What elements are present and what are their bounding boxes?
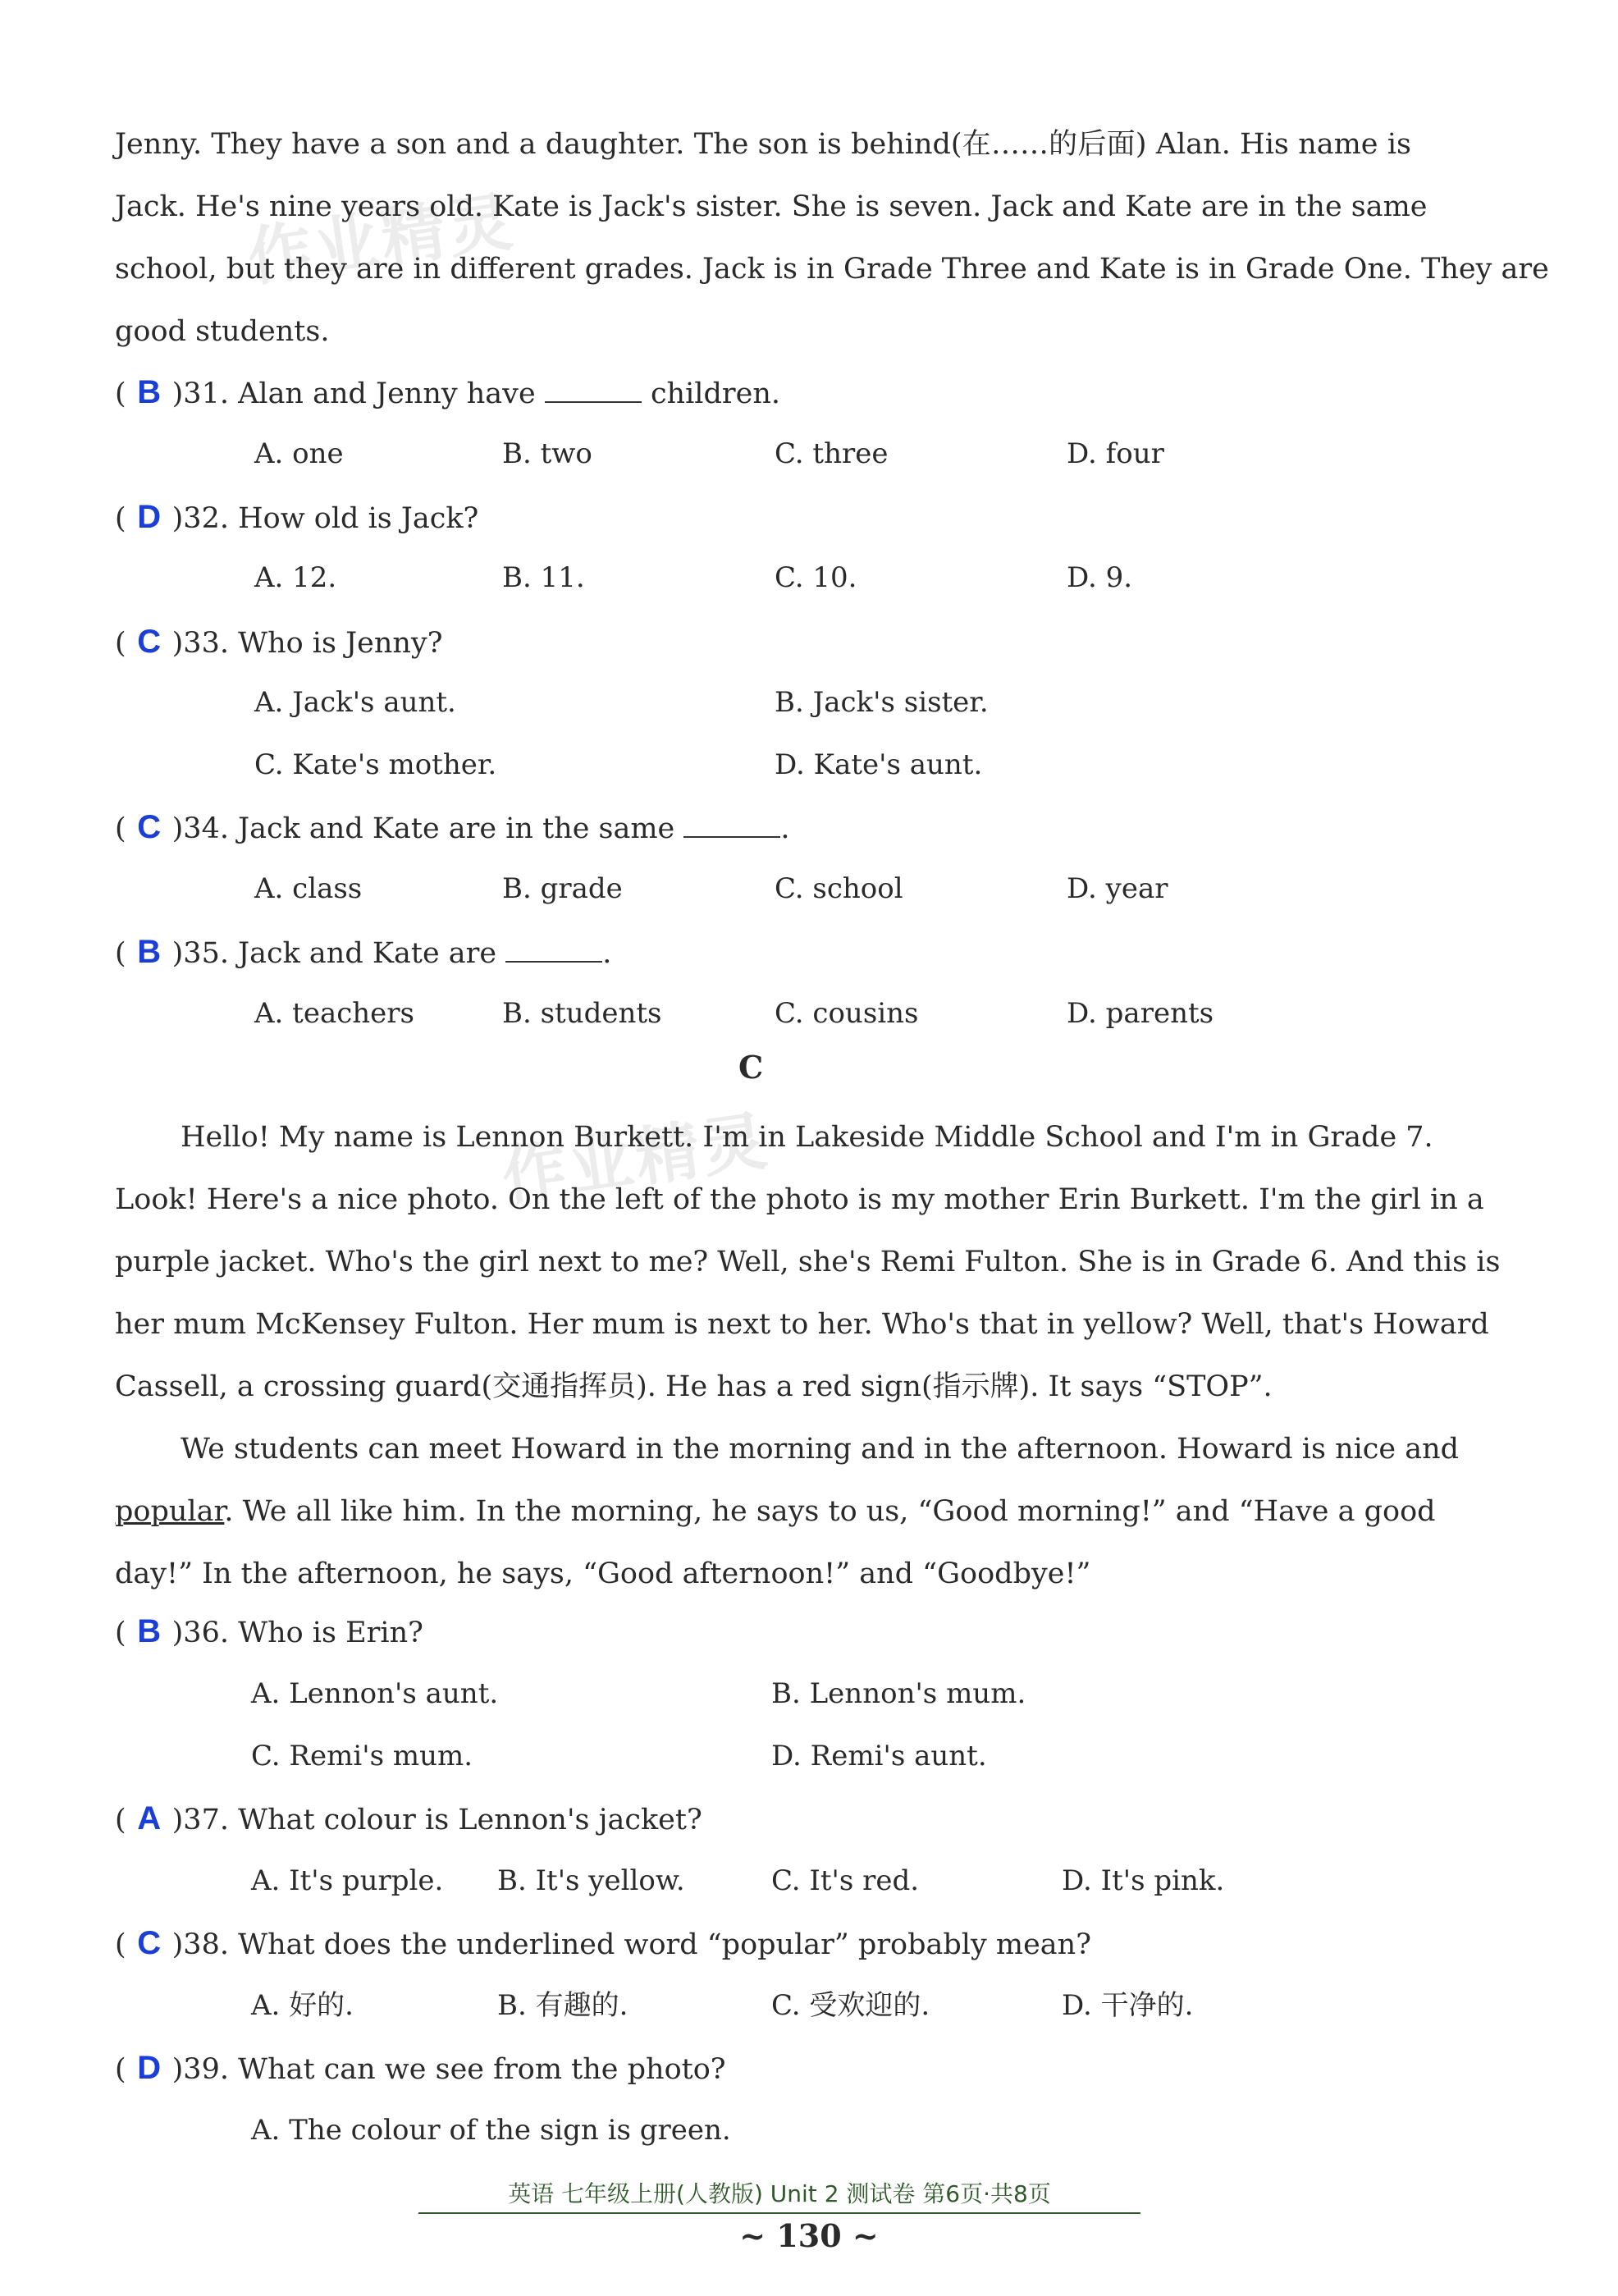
question-text: )35. Jack and Kate are bbox=[171, 937, 497, 970]
paren: ( bbox=[115, 377, 126, 410]
text-line: Cassell, a crossing guard(交通指挥员). He has a red sign(指示牌). It says “STOP”. bbox=[115, 1370, 1273, 1403]
text-line: Jack. He's nine years old. Kate is Jack's sister. She is seven. Jack and Kate are in the same bbox=[115, 190, 1428, 223]
page-number: ~ 130 ~ bbox=[739, 2217, 879, 2254]
option: D. four bbox=[1067, 437, 1164, 470]
answer-mark: A bbox=[137, 1800, 162, 1836]
option: A. Jack's aunt. bbox=[254, 686, 456, 719]
option: D. It's pink. bbox=[1062, 1864, 1225, 1897]
option: B. 11. bbox=[502, 561, 585, 594]
option: A. Lennon's aunt. bbox=[251, 1677, 499, 1710]
question-text-end: . bbox=[602, 937, 612, 970]
option: A. The colour of the sign is green. bbox=[251, 2114, 731, 2147]
paren: ( bbox=[115, 627, 126, 660]
question-37 bbox=[115, 1794, 702, 1843]
question-text: )36. Who is Erin? bbox=[171, 1617, 423, 1649]
question-text: )39. What can we see from the photo? bbox=[171, 2053, 726, 2086]
underlined-word: popular bbox=[115, 1495, 225, 1528]
option: B. two bbox=[502, 437, 592, 470]
paren: ( bbox=[115, 502, 126, 535]
answer-blank bbox=[505, 936, 602, 963]
answer-blank bbox=[545, 377, 642, 403]
option: D. Kate's aunt. bbox=[775, 748, 983, 781]
question-text: )31. Alan and Jenny have bbox=[171, 377, 536, 410]
text-line-rest: . We all like him. In the morning, he says to us, “Good morning!” and “Have a good bbox=[224, 1495, 1436, 1528]
text-line: her mum McKensey Fulton. Her mum is next to her. Who's that in yellow? Well, that's Howard bbox=[115, 1308, 1489, 1341]
question-text: )38. What does the underlined word “popular” probably mean? bbox=[171, 1928, 1091, 1961]
paren: ( bbox=[115, 1928, 126, 1961]
question-text: )34. Jack and Kate are in the same bbox=[171, 812, 675, 845]
answer-mark: D bbox=[137, 499, 162, 535]
option: B. It's yellow. bbox=[497, 1864, 685, 1897]
paren: ( bbox=[115, 1617, 126, 1649]
question-32 bbox=[115, 492, 478, 542]
option: D. Remi's aunt. bbox=[771, 1740, 987, 1772]
option: C. three bbox=[775, 437, 889, 470]
option: A. 12. bbox=[254, 561, 337, 594]
option: C. 10. bbox=[775, 561, 857, 594]
paren: ( bbox=[115, 937, 126, 970]
watermark: 作业精灵 bbox=[497, 1104, 775, 1215]
text-line: We students can meet Howard in the morning and in the afternoon. Howard is nice and bbox=[181, 1433, 1460, 1466]
text-line: good students. bbox=[115, 315, 330, 348]
answer-mark: C bbox=[137, 624, 162, 660]
paren: ( bbox=[115, 812, 126, 845]
option: C. Kate's mother. bbox=[254, 748, 497, 781]
answer-mark: B bbox=[137, 374, 162, 410]
option: C. cousins bbox=[775, 997, 919, 1030]
option: B. Lennon's mum. bbox=[771, 1677, 1026, 1710]
answer-blank bbox=[683, 812, 780, 838]
question-36 bbox=[115, 1607, 423, 1656]
question-31 bbox=[115, 368, 780, 417]
option: A. It's purple. bbox=[251, 1864, 444, 1897]
question-39 bbox=[115, 2043, 726, 2092]
page-footer: 英语 七年级上册(人教版) Unit 2 测试卷 第6页·共8页 bbox=[418, 2176, 1140, 2214]
paren: ( bbox=[115, 1804, 126, 1836]
option: A. one bbox=[254, 437, 344, 470]
text-line bbox=[115, 1480, 1436, 1543]
question-38 bbox=[115, 1919, 1091, 1968]
option: D. 9. bbox=[1067, 561, 1133, 594]
option: C. 受欢迎的. bbox=[771, 1989, 930, 2022]
option: B. Jack's sister. bbox=[775, 686, 989, 719]
text-line: purple jacket. Who's the girl next to me? Well, she's Remi Fulton. She is in Grade 6. And this is bbox=[115, 1246, 1501, 1278]
question-text: )32. How old is Jack? bbox=[171, 502, 479, 535]
option: B. grade bbox=[502, 872, 623, 905]
passage-c-paragraph-2 bbox=[115, 1418, 1460, 1605]
question-33 bbox=[115, 617, 442, 666]
passage-c-paragraph-1 bbox=[115, 1106, 1501, 1418]
section-heading: C bbox=[738, 1049, 764, 1086]
text-line: day!” In the afternoon, he says, “Good afternoon!” and “Goodbye!” bbox=[115, 1557, 1091, 1590]
text-line: Jenny. They have a son and a daughter. The son is behind(在……的后面) Alan. His name is bbox=[115, 128, 1411, 161]
answer-mark: D bbox=[137, 2050, 162, 2086]
option: B. students bbox=[502, 997, 662, 1030]
watermark: 作业精灵 bbox=[243, 185, 520, 296]
answer-mark: C bbox=[137, 1925, 162, 1961]
question-text-end: children. bbox=[641, 377, 780, 410]
option: C. It's red. bbox=[771, 1864, 920, 1897]
question-35 bbox=[115, 927, 611, 976]
answer-mark: B bbox=[137, 1613, 162, 1649]
text-line: school, but they are in different grades. Jack is in Grade Three and Kate is in Grade One. They are bbox=[115, 253, 1549, 286]
passage-b-tail bbox=[115, 113, 1549, 363]
option: A. teachers bbox=[254, 997, 414, 1030]
text-line: Look! Here's a nice photo. On the left of the photo is my mother Erin Burkett. I'm the girl in a bbox=[115, 1183, 1484, 1216]
question-text-end: . bbox=[780, 812, 790, 845]
option: C. Remi's mum. bbox=[251, 1740, 473, 1772]
option: A. class bbox=[254, 872, 363, 905]
option: A. 好的. bbox=[251, 1989, 354, 2022]
option: D. year bbox=[1067, 872, 1168, 905]
option: D. 干净的. bbox=[1062, 1989, 1194, 2022]
answer-mark: B bbox=[137, 934, 162, 970]
text-line: Hello! My name is Lennon Burkett. I'm in Lakeside Middle School and I'm in Grade 7. bbox=[181, 1121, 1433, 1154]
answer-mark: C bbox=[137, 809, 162, 845]
question-text: )37. What colour is Lennon's jacket? bbox=[171, 1804, 702, 1836]
question-text: )33. Who is Jenny? bbox=[171, 627, 443, 660]
paren: ( bbox=[115, 2053, 126, 2086]
question-34 bbox=[115, 803, 790, 852]
option: C. school bbox=[775, 872, 903, 905]
option: D. parents bbox=[1067, 997, 1214, 1030]
option: B. 有趣的. bbox=[497, 1989, 628, 2022]
